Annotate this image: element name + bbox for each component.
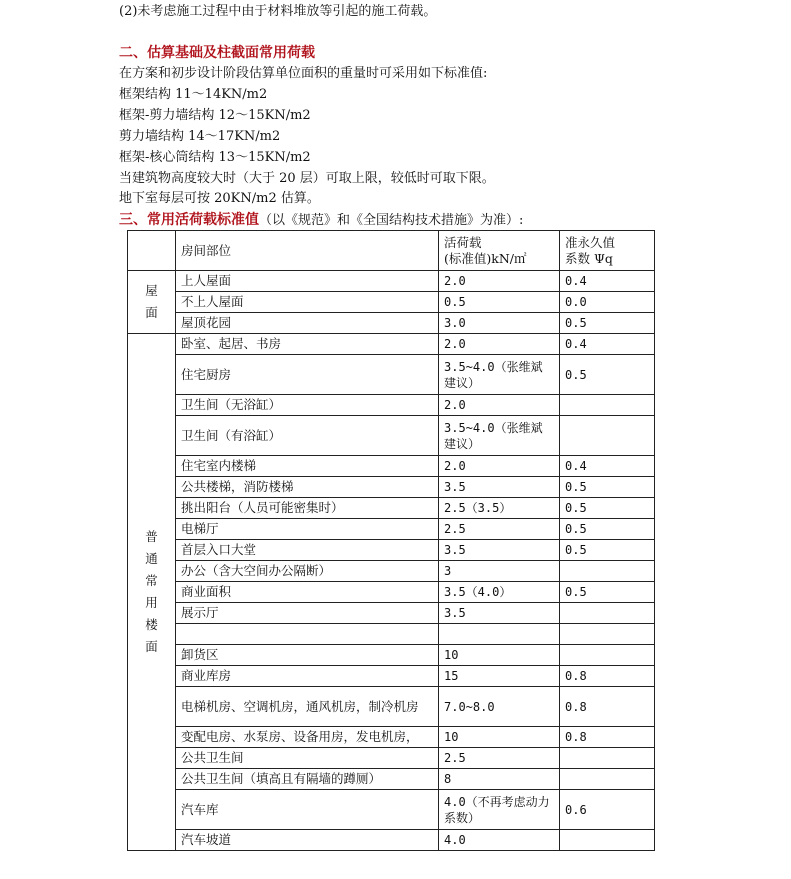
load-cell: 2.0 xyxy=(439,456,560,477)
header-load xyxy=(439,231,560,271)
coef-cell: 0.4 xyxy=(560,334,655,355)
coef-cell xyxy=(560,748,655,769)
load-cell: 4.0 xyxy=(439,830,560,851)
category-label: 普通常用楼面 xyxy=(145,529,158,654)
weight-item: 框架-核心筒结构 13～15KN/m2 xyxy=(119,150,311,165)
room-cell: 挑出阳台（人员可能密集时） xyxy=(176,498,439,519)
load-cell: 8 xyxy=(439,769,560,790)
load-cell: 15 xyxy=(439,666,560,687)
basement-note: 地下室每层可按 20KN/m2 估算。 xyxy=(119,191,320,206)
room-cell: 汽车坡道 xyxy=(176,830,439,851)
load-cell: 3.5（4.0） xyxy=(439,582,560,603)
load-cell: 3.5 xyxy=(439,477,560,498)
coef-cell: 0.5 xyxy=(560,519,655,540)
coef-cell: 0.5 xyxy=(560,498,655,519)
table-row xyxy=(128,624,655,645)
room-cell: 住宅室内楼梯 xyxy=(176,456,439,477)
load-cell: 2.5（3.5） xyxy=(439,498,560,519)
coef-cell: 0.5 xyxy=(560,313,655,334)
load-cell: 2.0 xyxy=(439,395,560,416)
section2-heading: 二、估算基础及柱截面常用荷载 xyxy=(119,45,315,61)
category-cell xyxy=(128,334,176,851)
weight-item: 剪力墙结构 14～17KN/m2 xyxy=(119,129,281,144)
room-cell: 公共卫生间 xyxy=(176,748,439,769)
table-row xyxy=(128,456,655,477)
table-row xyxy=(128,561,655,582)
room-cell: 首层入口大堂 xyxy=(176,540,439,561)
room-cell: 不上人屋面 xyxy=(176,292,439,313)
room-cell: 办公（含大空间办公隔断） xyxy=(176,561,439,582)
table-row xyxy=(128,519,655,540)
header-blank xyxy=(128,231,176,271)
load-cell: 0.5 xyxy=(439,292,560,313)
load-cell: 2.5 xyxy=(439,748,560,769)
coef-cell xyxy=(560,624,655,645)
header-load-line2: (标准值)kN/㎡ xyxy=(444,250,527,266)
load-cell: 3.5~4.0（张维斌建议） xyxy=(439,416,560,456)
room-cell: 住宅厨房 xyxy=(176,355,439,395)
coef-cell: 0.6 xyxy=(560,790,655,830)
room-cell: 卫生间（有浴缸） xyxy=(176,416,439,456)
table-row xyxy=(128,540,655,561)
section3-title: 三、常用活荷载标准值 xyxy=(119,212,259,228)
weight-item: 框架结构 11～14KN/m2 xyxy=(119,87,268,102)
table-row xyxy=(128,748,655,769)
load-cell: 10 xyxy=(439,645,560,666)
weight-item: 框架-剪力墙结构 12～15KN/m2 xyxy=(119,108,311,123)
section2-intro: 在方案和初步设计阶段估算单位面积的重量时可采用如下标准值: xyxy=(119,66,488,81)
coef-cell xyxy=(560,416,655,456)
table-row xyxy=(128,727,655,748)
room-cell: 变配电房、水泵房、设备用房，发电机房， xyxy=(176,727,439,748)
table-row xyxy=(128,666,655,687)
coef-cell: 0.8 xyxy=(560,727,655,748)
category-cell xyxy=(128,271,176,334)
room-cell: 卧室、起居、书房 xyxy=(176,334,439,355)
coef-cell: 0.5 xyxy=(560,582,655,603)
table-row xyxy=(128,271,655,292)
room-cell: 展示厅 xyxy=(176,603,439,624)
load-cell: 3.5 xyxy=(439,603,560,624)
load-cell: 7.0~8.0 xyxy=(439,687,560,727)
coef-cell xyxy=(560,830,655,851)
room-cell: 公共楼梯，消防楼梯 xyxy=(176,477,439,498)
coef-cell xyxy=(560,395,655,416)
room-cell: 商业库房 xyxy=(176,666,439,687)
table-row xyxy=(128,395,655,416)
table-row xyxy=(128,603,655,624)
header-load-line1: 活荷载 xyxy=(444,234,482,250)
room-cell: 商业面积 xyxy=(176,582,439,603)
table-row xyxy=(128,355,655,395)
coef-cell: 0.0 xyxy=(560,292,655,313)
load-cell: 2.0 xyxy=(439,334,560,355)
load-cell xyxy=(439,624,560,645)
room-cell: 公共卫生间（填高且有隔墙的蹲厕） xyxy=(176,769,439,790)
room-cell: 上人屋面 xyxy=(176,271,439,292)
room-cell: 卫生间（无浴缸） xyxy=(176,395,439,416)
coef-cell: 0.4 xyxy=(560,271,655,292)
table-header-row xyxy=(128,231,655,271)
top-note: (2)未考虑施工过程中由于材料堆放等引起的施工荷载。 xyxy=(119,4,437,19)
room-cell: 汽车库 xyxy=(176,790,439,830)
table-row xyxy=(128,582,655,603)
table-row xyxy=(128,645,655,666)
room-cell xyxy=(176,624,439,645)
load-cell: 3 xyxy=(439,561,560,582)
table-row xyxy=(128,769,655,790)
live-load-table xyxy=(127,230,655,851)
load-cell: 3.0 xyxy=(439,313,560,334)
room-cell: 电梯机房、空调机房，通风机房，制冷机房 xyxy=(176,687,439,727)
coef-cell: 0.8 xyxy=(560,666,655,687)
table-row xyxy=(128,292,655,313)
header-coef-line2: 系数 Ψq xyxy=(565,250,613,266)
room-cell: 屋顶花园 xyxy=(176,313,439,334)
section3-heading xyxy=(119,211,523,230)
table-row xyxy=(128,416,655,456)
load-cell: 3.5~4.0（张维斌建议） xyxy=(439,355,560,395)
table-row xyxy=(128,334,655,355)
coef-cell: 0.4 xyxy=(560,456,655,477)
coef-cell: 0.5 xyxy=(560,540,655,561)
table-row xyxy=(128,313,655,334)
table-row xyxy=(128,790,655,830)
height-note: 当建筑物高度较大时（大于 20 层）可取上限，较低时可取下限。 xyxy=(119,171,495,186)
coef-cell xyxy=(560,769,655,790)
room-cell: 卸货区 xyxy=(176,645,439,666)
header-room: 房间部位 xyxy=(176,231,439,271)
table-row xyxy=(128,687,655,727)
coef-cell: 0.5 xyxy=(560,355,655,395)
coef-cell: 0.5 xyxy=(560,477,655,498)
table-row xyxy=(128,477,655,498)
coef-cell xyxy=(560,603,655,624)
coef-cell: 0.8 xyxy=(560,687,655,727)
load-cell: 10 xyxy=(439,727,560,748)
table-row xyxy=(128,830,655,851)
load-cell: 2.0 xyxy=(439,271,560,292)
category-label: 屋面 xyxy=(145,283,158,320)
coef-cell xyxy=(560,561,655,582)
table-row xyxy=(128,498,655,519)
load-cell: 3.5 xyxy=(439,540,560,561)
section3-suffix: （以《规范》和《全国结构技术措施》为准）: xyxy=(259,213,524,228)
header-coef xyxy=(560,231,655,271)
load-cell: 4.0（不再考虑动力系数） xyxy=(439,790,560,830)
load-cell: 2.5 xyxy=(439,519,560,540)
header-coef-line1: 准永久值 xyxy=(565,234,616,250)
room-cell: 电梯厅 xyxy=(176,519,439,540)
coef-cell xyxy=(560,645,655,666)
